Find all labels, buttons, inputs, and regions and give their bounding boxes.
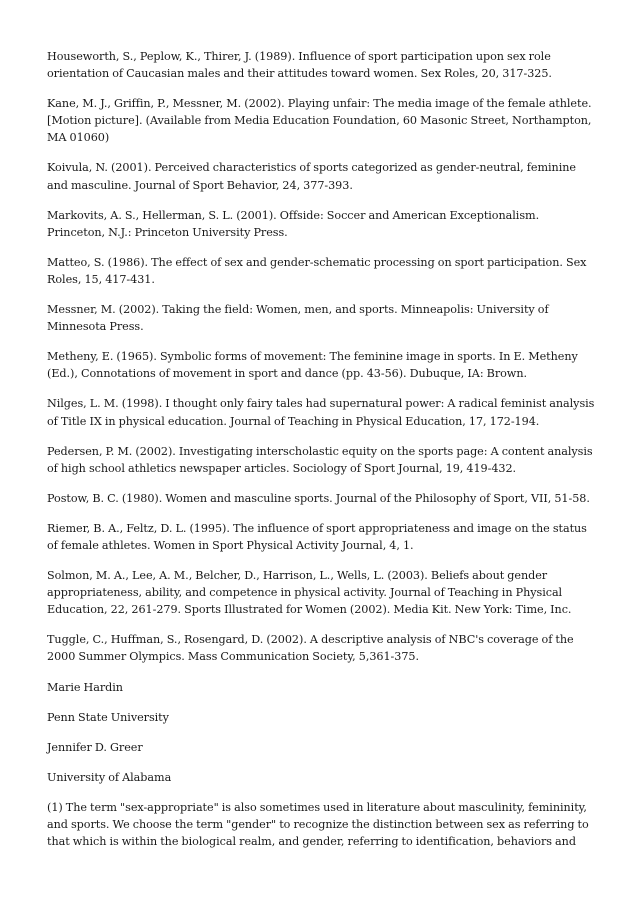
reference-entry: Messner, M. (2002). Taking the field: Women, men, and sports. Minneapolis: University of Minnesota Press. bbox=[47, 303, 549, 334]
reference-entry: Kane, M. J., Griffin, P., Messner, M. (2002). Playing unfair: The media image of the female athlete. [Motion picture]. (Available from Media Education Foundation, 60 Masonic Street, Northampton, MA 01060) bbox=[47, 97, 592, 145]
reference-entry: Tuggle, C., Huffman, S., Rosengard, D. (2002). A descriptive analysis of NBC's coverage of the 2000 Summer Olympics. Mass Communication Society, 5,361-375. bbox=[47, 633, 574, 664]
reference-entry: Pedersen, P. M. (2002). Investigating interscholastic equity on the sports page: A content analysis of high school athletics newspaper articles. Sociology of Sport Journal, 19, 419-432. bbox=[47, 444, 593, 475]
reference-entry: Matteo, S. (1986). The effect of sex and gender-schematic processing on sport participation. Sex Roles, 15, 417-431. bbox=[47, 255, 587, 286]
reference-entry: Nilges, L. M. (1998). I thought only fairy tales had supernatural power: A radical feminist analysis of Title IX in physical education. Journal of Teaching in Physical Education, 17, 172-194. bbox=[47, 397, 595, 428]
reference-entry: Solmon, M. A., Lee, A. M., Belcher, D., Harrison, L., Wells, L. (2003). Beliefs about gender appropriateness, ability, and competence in physical activity. Journal of Teaching in Physical Education, 22, 261-279. Sports Illustrated for Women (2002). Media Kit. New York: Time, Inc. bbox=[47, 569, 572, 617]
document-page bbox=[47, 48, 595, 850]
author-name: Marie Hardin bbox=[47, 680, 123, 694]
reference-entry: Riemer, B. A., Feltz, D. L. (1995). The influence of sport appropriateness and image on the status of female athletes. Women in Sport Physical Activity Journal, 4, 1. bbox=[47, 521, 587, 552]
reference-entry: Markovits, A. S., Hellerman, S. L. (2001). Offside: Soccer and American Exceptionalism. Princeton, N.J.: Princeton University Press. bbox=[47, 208, 540, 239]
author-affiliation: University of Alabama bbox=[47, 770, 172, 784]
reference-entry: Metheny, E. (1965). Symbolic forms of movement: The feminine image in sports. In E. Metheny (Ed.), Connotations of movement in sport and dance (pp. 43-56). Dubuque, IA: Brown. bbox=[47, 350, 578, 381]
reference-entry: Koivula, N. (2001). Perceived characteristics of sports categorized as gender-neutral, feminine and masculine. Journal of Sport Behavior, 24, 377-393. bbox=[47, 161, 576, 192]
reference-entry: Postow, B. C. (1980). Women and masculine sports. Journal of the Philosophy of Sport, VII, 51-58. bbox=[47, 491, 590, 505]
footnote: (1) The term "sex-appropriate" is also sometimes used in literature about masculinity, femininity, and sports. We choose the term "gender" to recognize the distinction between sex as referring to that which is within the biological realm, and gender, referring to identification, behaviors and bbox=[47, 800, 589, 849]
author-name: Jennifer D. Greer bbox=[47, 740, 143, 754]
reference-entry: Houseworth, S., Peplow, K., Thirer, J. (1989). Influence of sport participation upon sex role orientation of Caucasian males and their attitudes toward women. Sex Roles, 20, 317-325. bbox=[47, 50, 552, 81]
author-affiliation: Penn State University bbox=[47, 710, 169, 724]
